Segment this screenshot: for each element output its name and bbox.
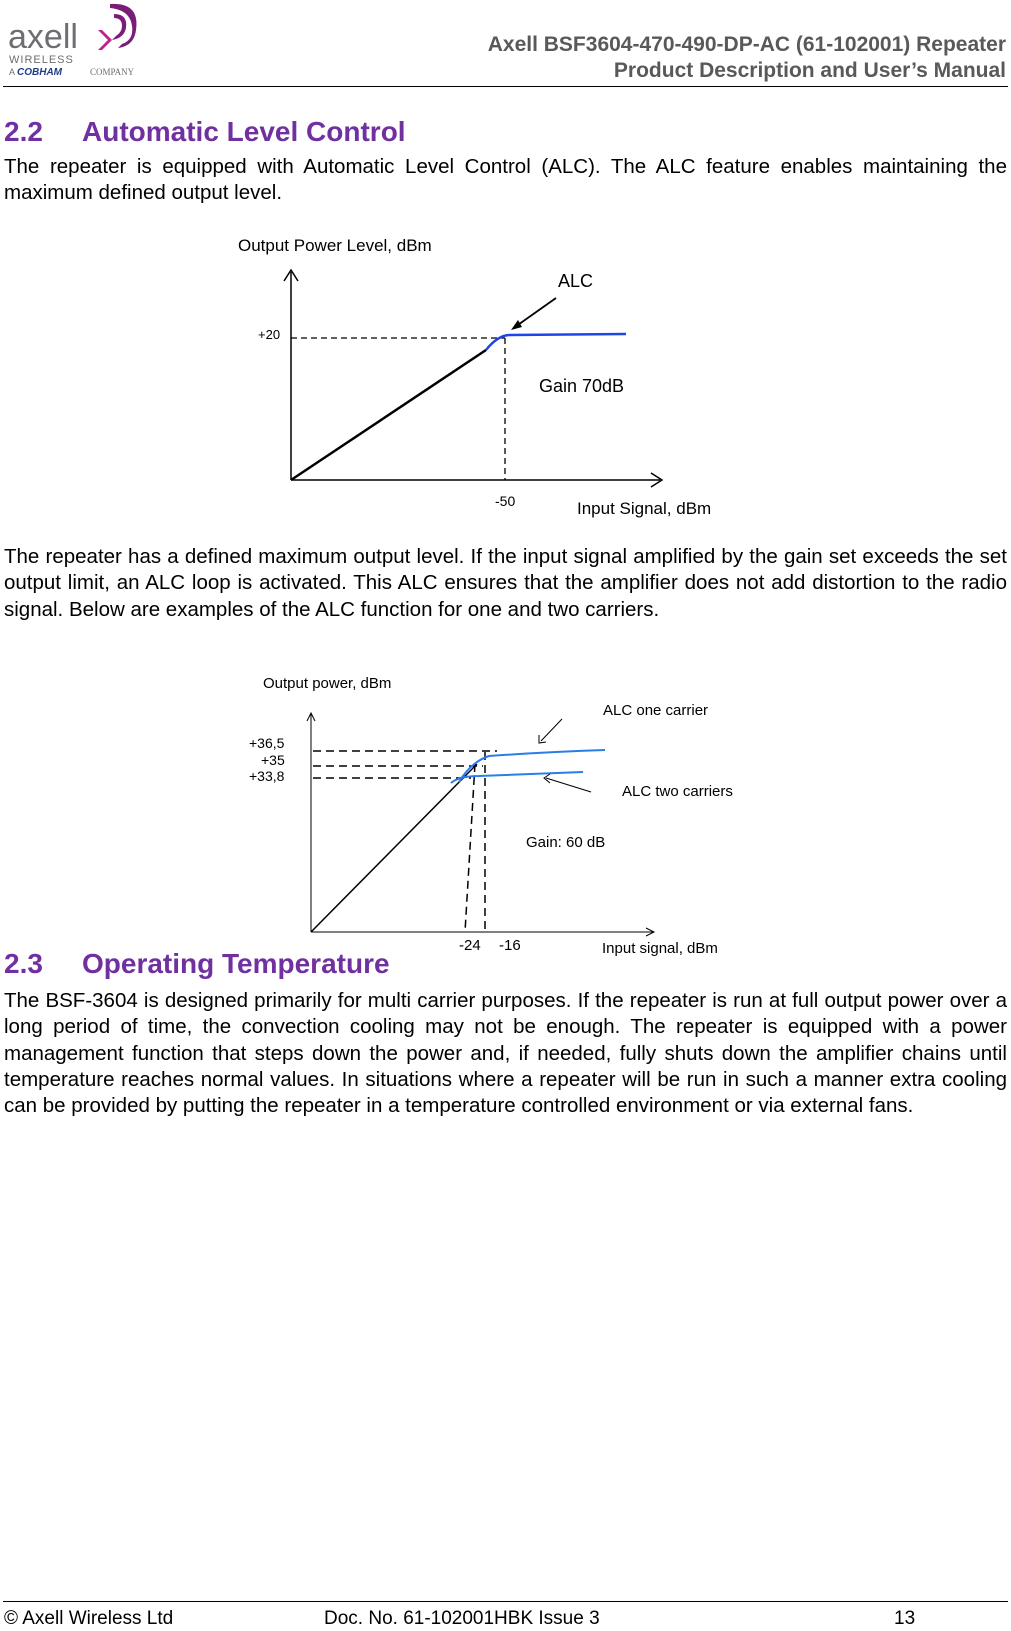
chart2-ytick-33-8: +33,8: [249, 768, 285, 784]
chart2-gain-line: [311, 764, 477, 932]
section-heading-alc: [4, 116, 406, 148]
section-title: Automatic Level Control: [82, 116, 406, 147]
axell-logo: [6, 0, 146, 80]
chart2-guide-minus-24: [465, 764, 475, 932]
chart1-gain-label: Gain 70dB: [539, 376, 625, 396]
logo-sub2-suffix: COMPANY: [90, 67, 135, 77]
chart1-alc-label: ALC: [558, 271, 594, 291]
section-number: 2.3: [4, 948, 43, 979]
logo-sub1: WIRELESS: [9, 54, 74, 66]
alc-chart-one: [230, 232, 770, 532]
chart2-one-carrier-curve: [459, 750, 605, 782]
chart1-ylabel: Output Power Level, dBm: [238, 236, 432, 255]
chart1-ytick: +20: [258, 327, 281, 342]
chart2-one-carrier-pointer: [541, 719, 562, 741]
footer-page-number: 13: [894, 1608, 916, 1629]
footer-doc-number: Doc. No. 61-102001HBK Issue 3: [324, 1608, 600, 1629]
chart2-two-carriers-pointer: [546, 778, 591, 792]
footer-copyright: © Axell Wireless Ltd: [4, 1608, 174, 1629]
chart2-xlabel: Input signal, dBm: [602, 940, 718, 957]
chart2-two-carriers-label: ALC two carriers: [622, 783, 733, 800]
alc-chart-two: [245, 668, 765, 958]
chart1-xlabel: Input Signal, dBm: [577, 499, 712, 518]
temperature-paragraph: The BSF-3604 is designed primarily for multi carrier purposes. If the repeater is run at full output power over a long period of time, the convection cooling may not be enough. The repeater is equipped with a power management function that steps down the power and, if needed, fully shuts down the amplifier chains until temperature reaches normal values. In situations where a repeater will be run in such a manner extra cooling can be provided by putting the repeater in a temperature controlled environment or via external fans.: [4, 989, 1007, 1118]
alc-explanation-paragraph: The repeater has a defined maximum output level. If the input signal amplified by the gain set exceeds the set output limit, an ALC loop is activated. This ALC ensures that the amplifier does not add distortion to the radio signal. Below are examples of the ALC function for one and two carriers.: [4, 545, 1007, 621]
chart2-xtick-24: -24: [459, 937, 481, 954]
chart2-ytick-36-5: +36,5: [249, 735, 285, 751]
page-header: [0, 0, 1011, 88]
logo-chevron-icon: [98, 30, 112, 50]
chart2-gain-label: Gain: 60 dB: [526, 834, 606, 851]
section-title: Operating Temperature: [82, 948, 390, 979]
chart2-xtick-16: -16: [499, 937, 521, 954]
chart1-alc-arrowhead-icon: [511, 320, 522, 330]
document-title: [488, 32, 1006, 84]
section-heading-temperature: [4, 948, 390, 980]
chart1-xtick: -50: [495, 493, 516, 509]
logo-sub2-prefix: A: [9, 67, 16, 77]
section-number: 2.2: [4, 116, 43, 147]
logo-swoosh-inner-icon: [112, 14, 126, 40]
logo-brand: axell: [8, 18, 78, 56]
chart1-gain-line: [291, 350, 486, 480]
footer-divider: [3, 1601, 1008, 1602]
chart2-one-carrier-label: ALC one carrier: [603, 702, 709, 719]
logo-sub2-brand: COBHAM: [17, 67, 62, 78]
chart1-alc-curve: [486, 334, 626, 350]
document-title-line1: Axell BSF3604-470-490-DP-AC (61-102001) Repeater: [487, 33, 1006, 56]
header-divider: [3, 86, 1008, 87]
chart2-ylabel: Output power, dBm: [263, 675, 392, 692]
chart1-alc-pointer: [515, 298, 556, 327]
chart2-ytick-35: +35: [261, 752, 285, 768]
alc-intro-paragraph: The repeater is equipped with Automatic Level Control (ALC). The ALC feature enables maintaining the maximum defined output level.: [4, 155, 1007, 205]
document-title-line2: Product Description and User’s Manual: [613, 59, 1006, 82]
